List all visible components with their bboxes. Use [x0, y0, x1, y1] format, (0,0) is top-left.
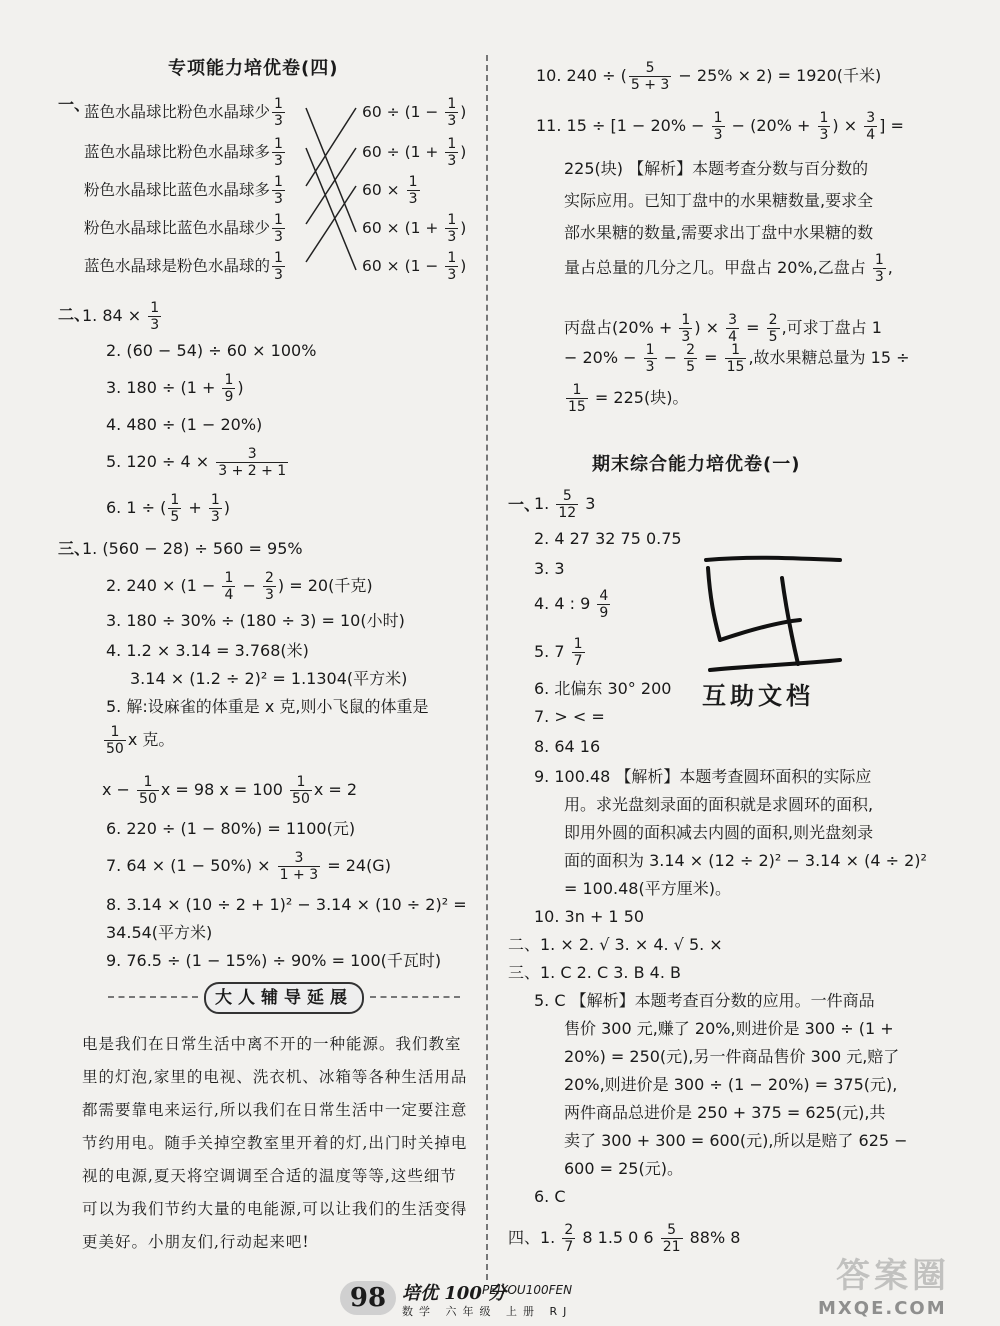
analysis-line: 即用外圆的面积减去内圆的面积,则光盘刻录 — [564, 823, 874, 842]
match-left-item: 蓝色水晶球是粉色水晶球的 $\frac{1}{3}$ — [84, 250, 283, 283]
analysis-line: 用。求光盘刻录面的面积就是求圆环的面积, — [564, 795, 874, 814]
answer-line: 3. 180 ÷ (1 + $\frac{1}{9}$ ) — [106, 372, 244, 405]
match-right-item: 60 ÷ (1 + $\frac{1}{3}$ ) — [362, 136, 467, 169]
answer-line: 6. 北偏东 30° 200 — [534, 679, 672, 698]
answer-line: 4. 4 : 9 $\frac{4}{9}$ — [534, 588, 609, 621]
answer-line: 10. 240 ÷ ( $\frac{5}{5 + 3}$ − 25% × 2) = 1920(千米) — [536, 60, 882, 93]
analysis-line: 丙盘占(20% + $\frac{1}{3}$ ) × $\frac{3}{4}$ = $\frac{2}{5}$ ,可求丁盘占 1 — [564, 312, 882, 345]
matching-lines — [298, 100, 368, 280]
answer-line: 二、1. × 2. √ 3. × 4. √ 5. × — [508, 935, 723, 954]
match-left-item: 蓝色水晶球比粉色水晶球少 $\frac{1}{3}$ — [84, 96, 283, 129]
answer-line: 1. (560 − 28) ÷ 560 = 95% — [82, 539, 303, 558]
handwritten-label: 互助文档 — [702, 682, 814, 710]
answer-line: 2. 4 27 32 75 0.75 — [534, 529, 682, 548]
answer-line: 10. 3n + 1 50 — [534, 907, 645, 926]
answer-line: 8. 64 16 — [534, 737, 601, 756]
analysis-line: 20%) = 250(元),另一件商品售价 300 元,赔了 — [564, 1047, 900, 1066]
answer-line: 9. 100.48 【解析】本题考查圆环面积的实际应 — [534, 767, 872, 786]
analysis-line: = 100.48(平方厘米)。 — [564, 879, 731, 898]
watermark-cn: 答案圈 — [836, 1256, 950, 1296]
answer-line: 6. 220 ÷ (1 − 80%) = 1100(元) — [106, 819, 356, 838]
analysis-line: 面的面积为 3.14 × (12 ÷ 2)² − 3.14 × (4 ÷ 2)² — [564, 851, 927, 870]
answer-line: 7. 64 × (1 − 50%) × $\frac{3}{1 + 3}$ = 24(G) — [106, 850, 391, 883]
match-right-item: 60 × (1 + $\frac{1}{3}$ ) — [362, 212, 467, 245]
page-number: 98 — [340, 1281, 396, 1315]
answer-line: 5. 120 ÷ 4 × $\frac{3}{3 + 2 + 1}$ — [106, 446, 287, 479]
analysis-line: 实际应用。已知丁盘中的水果糖数量,要求全 — [564, 191, 874, 210]
answer-line: 四、1. $\frac{2}{7}$ 8 1.5 0 6 $\frac{5}{21}$ 88% 8 — [508, 1222, 741, 1255]
answer-line: 3. 3 — [534, 559, 565, 578]
answer-line: 1. $\frac{5}{12}$ 3 — [534, 488, 596, 521]
match-left-item: 粉色水晶球比蓝色水晶球多 $\frac{1}{3}$ — [84, 174, 283, 207]
analysis-line: 225(块) 【解析】本题考查分数与百分数的 — [564, 159, 869, 178]
section-label: 三、 — [58, 539, 91, 558]
analysis-line: 部水果糖的数量,需要求出丁盘中水果糖的数 — [564, 223, 874, 242]
answer-line: 5. 解:设麻雀的体重是 x 克,则小飞鼠的体重是 — [106, 697, 429, 716]
answer-line: x − $\frac{1}{50}$ x = 98 x = 100 $\frac{1}{50}$ x = 2 — [102, 774, 358, 807]
answer-line: 6. 1 ÷ ( $\frac{1}{5}$ + $\frac{1}{3}$ ) — [106, 492, 231, 525]
answer-line: 8. 3.14 × (10 ÷ 2 + 1)² − 3.14 × (10 ÷ 2)² = — [106, 895, 467, 914]
answer-line: 5. C 【解析】本题考查百分数的应用。一件商品 — [534, 991, 875, 1010]
answer-line: 4. 480 ÷ (1 − 20%) — [106, 415, 263, 434]
watermark-url: MXQE.COM — [818, 1298, 947, 1319]
analysis-line: $\frac{1}{15}$ = 225(块)。 — [568, 382, 689, 415]
answer-line: 9. 76.5 ÷ (1 − 15%) ÷ 90% = 100(千瓦时) — [106, 951, 442, 970]
match-left-item: 蓝色水晶球比粉色水晶球多 $\frac{1}{3}$ — [84, 136, 283, 169]
answer-line: 3. 180 ÷ 30% ÷ (180 ÷ 3) = 10(小时) — [106, 611, 405, 630]
match-right-item: 60 ÷ (1 − $\frac{1}{3}$ ) — [362, 96, 467, 129]
answer-line: 11. 15 ÷ [1 − 20% − $\frac{1}{3}$ − (20% + $\frac{1}{3}$ ) × $\frac{3}{4}$ ] = — [536, 110, 904, 143]
answer-line: 三、1. C 2. C 3. B 4. B — [508, 963, 681, 982]
section-label: 二、 — [58, 305, 91, 324]
match-right-item: 60 × $\frac{1}{3}$ — [362, 174, 418, 207]
brand-name-en: PEIYOU100FEN — [482, 1283, 573, 1297]
analysis-line: 20%,则进价是 300 ÷ (1 − 20%) = 375(元), — [564, 1075, 898, 1094]
guidance-text: 电是我们在日常生活中离不开的一种能源。我们教室里的灯泡,家里的电视、洗衣机、冰箱等各种生活用品都需要靠电来运行,所以我们在日常生活中一定要注意节约用电。随手关掉空教室里开着的灯,出门时关掉电视的电源,夏天将空调调至合适的温度等等,这些细节可以为我们节约大量的电能源,可以让我们的生活变得更美好。小朋友们,行动起来吧! — [82, 1035, 468, 1251]
book-info: 数学 六年级 上册 RJ — [402, 1305, 573, 1318]
answer-line: 3.14 × (1.2 ÷ 2)² = 1.1304(平方米) — [130, 669, 408, 688]
section-title: 期末综合能力培优卷(一) — [592, 454, 801, 475]
guidance-title: 大人辅导延展 — [204, 982, 364, 1014]
analysis-line: 600 = 25(元)。 — [564, 1159, 683, 1178]
section-title: 专项能力培优卷(四) — [168, 58, 339, 79]
analysis-line: 卖了 300 + 300 = 600(元),所以是赔了 625 − — [564, 1131, 908, 1150]
answer-line: 4. 1.2 × 3.14 = 3.768(米) — [106, 641, 309, 660]
analysis-line: 两件商品总进价是 250 + 375 = 625(元),共 — [564, 1103, 886, 1122]
match-right-item: 60 × (1 − $\frac{1}{3}$ ) — [362, 250, 467, 283]
answer-line: 1. 84 × $\frac{1}{3}$ — [82, 300, 160, 333]
answer-line: 5. 7 $\frac{1}{7}$ — [534, 636, 583, 669]
parent-guidance-box — [82, 980, 470, 1251]
answer-line: 7. > < = — [534, 707, 605, 726]
answer-line: 2. (60 − 54) ÷ 60 × 100% — [106, 341, 317, 360]
page-footer — [340, 1281, 660, 1317]
section-label: 一、 — [58, 95, 91, 114]
column-divider — [486, 55, 488, 1280]
analysis-line: − 20% − $\frac{1}{3}$ − $\frac{2}{5}$ = $\frac{1}{15}$ ,故水果糖总量为 15 ÷ — [564, 342, 910, 375]
answer-line: 34.54(平方米) — [106, 923, 213, 942]
answer-line: $\frac{1}{50}$ x 克。 — [106, 724, 175, 757]
match-left-item: 粉色水晶球比蓝色水晶球少 $\frac{1}{3}$ — [84, 212, 283, 245]
section-label: 一、 — [508, 495, 541, 514]
answer-line: 6. C — [534, 1187, 566, 1206]
analysis-line: 售价 300 元,赚了 20%,则进价是 300 ÷ (1 + — [564, 1019, 894, 1038]
brand-name: 培优 100 分 — [402, 1283, 507, 1304]
analysis-line: 量占总量的几分之几。甲盘占 20%,乙盘占 $\frac{1}{3}$ , — [564, 252, 893, 285]
answer-line: 2. 240 × (1 − $\frac{1}{4}$ − $\frac{2}{3}$ ) = 20(千克) — [106, 570, 373, 603]
